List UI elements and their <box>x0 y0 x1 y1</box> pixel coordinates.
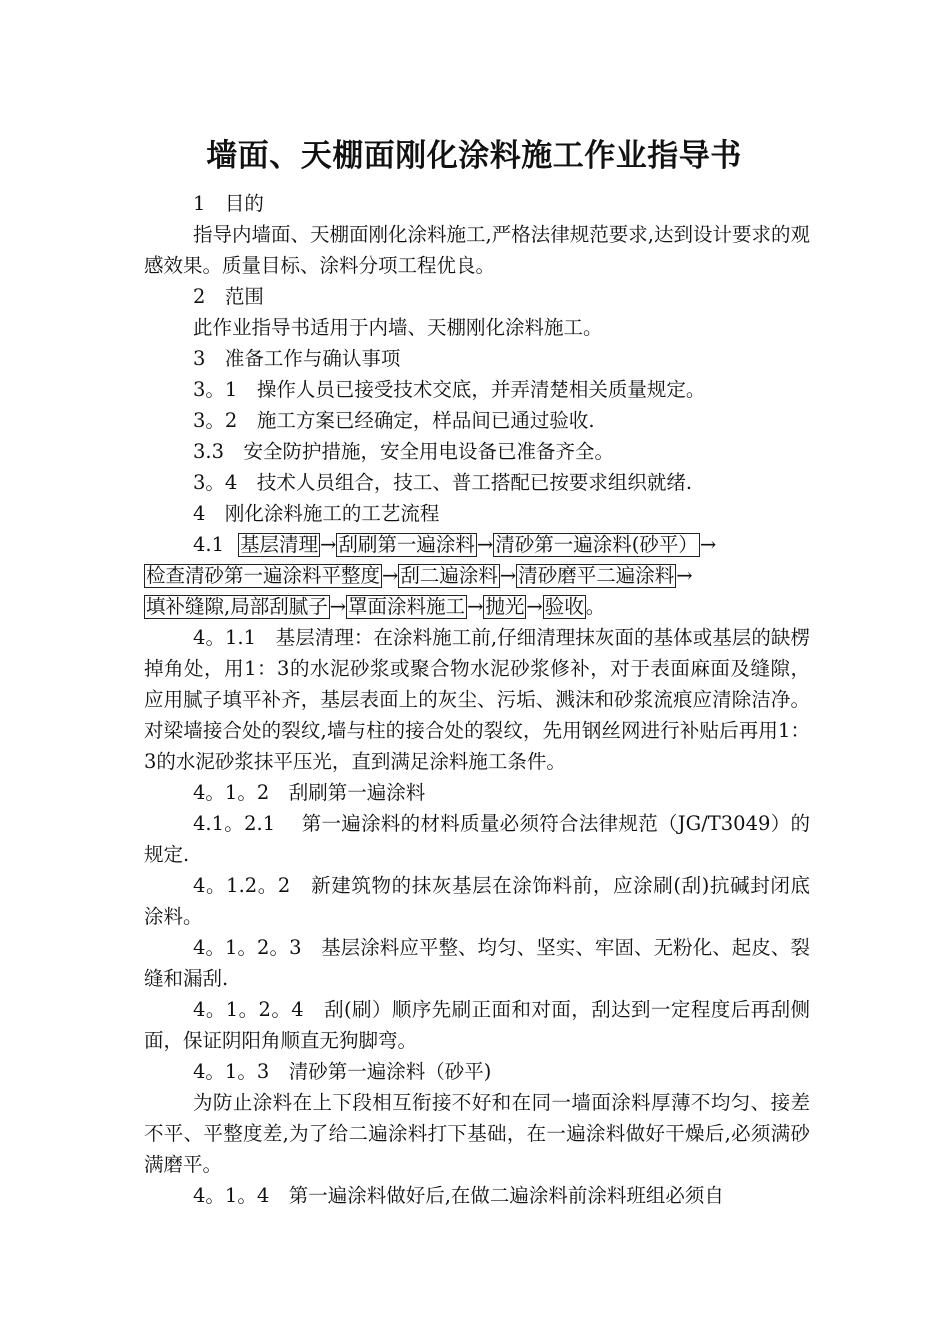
arrow-icon: → <box>526 595 543 618</box>
section-4-1-2: 4。1。2 刮刷第一遍涂料 <box>193 781 426 804</box>
flow-step: 抛光 <box>485 595 525 618</box>
flow-step: 清砂磨平二遍涂料 <box>518 564 675 587</box>
flow-step: 填补缝隙,局部刮腻子 <box>146 595 328 618</box>
flow-step: 验收 <box>544 595 584 618</box>
section-4-heading: 4 刚化涂料施工的工艺流程 <box>193 502 440 525</box>
section-3-2: 3。2 施工方案已经确定，样品间已通过验收. <box>193 409 595 432</box>
arrow-icon: → <box>320 533 337 556</box>
process-flow <box>144 529 810 622</box>
flow-step: 刮二遍涂料 <box>400 564 498 587</box>
section-3-4: 3。4 技术人员组合，技工、普工搭配已按要求组织就绪. <box>193 471 693 494</box>
arrow-icon: → <box>476 533 494 556</box>
arrow-icon: → <box>699 533 717 556</box>
section-4-1-2-2: 4。1.2。2 新建筑物的抹灰基层在涂饰料前，应涂刷(刮)抗碱封闭底涂料。 <box>144 874 810 928</box>
section-2-heading: 2 范围 <box>193 285 264 308</box>
flow-step: 检查清砂第一遍涂料平整度 <box>146 564 381 587</box>
section-2-text: 此作业指导书适用于内墙、天棚刚化涂料施工。 <box>193 316 603 339</box>
flow-step: 基层清理 <box>240 533 319 556</box>
section-4-1-3: 4。1。3 清砂第一遍涂料（砂平) <box>193 1060 492 1083</box>
arrow-icon: → <box>382 564 399 587</box>
section-1-heading: 1 目的 <box>193 192 264 215</box>
section-4-1-1: 4。1.1 基层清理：在涂料施工前,仔细清理抹灰面的基体或基层的缺楞掉角处，用1：3的水泥砂浆或聚合物水泥砂浆修补，对于表面麻面及缝隙，应用腻子填平补齐，基层表面上的灰尘、污垢、溅沫和砂浆流痕应清除洁净。对梁墙接合处的裂纹,墙与柱的接合处的裂纹，先用钢丝网进行补贴后再用1：3的水泥砂浆抹平压光，直到满足涂料施工条件。 <box>144 626 810 773</box>
section-4-1-3-text: 为防止涂料在上下段相互衔接不好和在同一墙面涂料厚薄不均匀、接差不平、平整度差,为了给二遍涂料打下基础，在一遍涂料做好干燥后,必须满砂满磨平。 <box>144 1091 810 1176</box>
arrow-icon: → <box>499 564 517 587</box>
section-3-3: 3.3 安全防护措施，安全用电设备已准备齐全。 <box>193 440 615 463</box>
section-3-1: 3。1 操作人员已接受技术交底，并弄清楚相关质量规定。 <box>193 378 706 401</box>
arrow-icon: → <box>467 595 484 618</box>
section-4-1-4: 4。1。4 第一遍涂料做好后,在做二遍涂料前涂料班组必须自 <box>193 1184 724 1207</box>
section-1-text: 指导内墙面、天棚面刚化涂料施工,严格法律规范要求,达到设计要求的观感效果。质量目标、涂料分项工程优良。 <box>144 223 810 277</box>
section-4-1-2-3: 4。1。2。3 基层涂料应平整、均匀、坚实、牢固、无粉化、起皮、裂缝和漏刮. <box>144 936 810 990</box>
flow-end: 。 <box>585 595 606 618</box>
flow-step: 罩面涂料施工 <box>348 595 466 618</box>
document-title: 墙面、天棚面刚化涂料施工作业指导书 <box>206 138 742 174</box>
section-4-1-2-4: 4。1。2。4 刮(刷）顺序先刷正面和对面，刮达到一定程度后再刮侧面，保证阴阳角顺直无狗脚弯。 <box>144 998 810 1052</box>
section-3-heading: 3 准备工作与确认事项 <box>193 347 401 370</box>
arrow-icon: → <box>676 564 693 587</box>
arrow-icon: → <box>329 595 347 618</box>
section-4-1-2-1: 4.1。2.1 第一遍涂料的材料质量必须符合法律规范（JG/T3049）的规定. <box>144 812 810 866</box>
flow-step: 刮刷第一遍涂料 <box>338 533 475 556</box>
flow-step: 清砂第一遍涂料(砂平） <box>495 533 698 556</box>
flow-prefix: 4.1 <box>193 533 225 556</box>
document-page <box>144 133 810 1211</box>
